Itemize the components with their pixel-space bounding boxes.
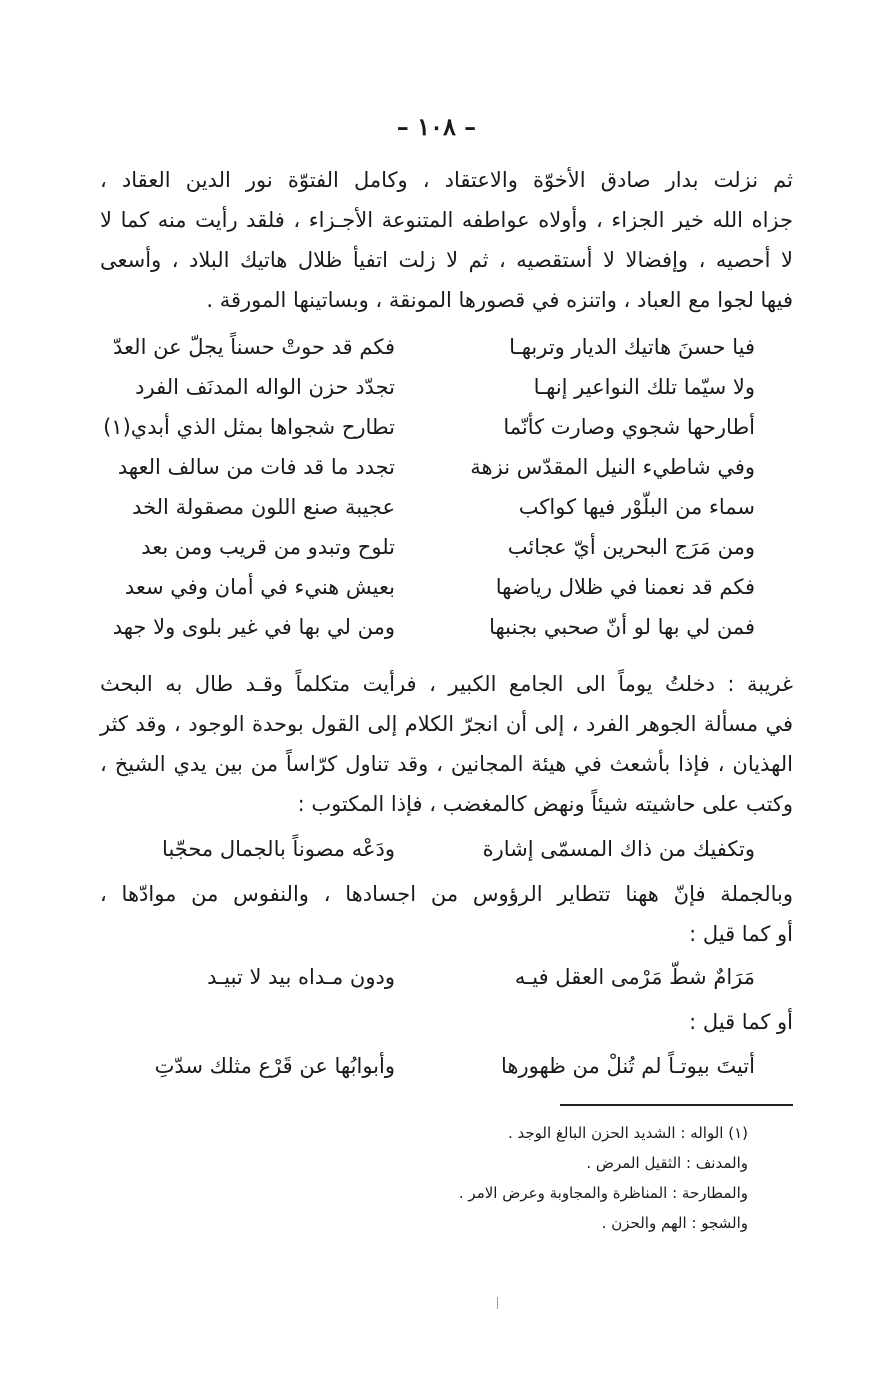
verse-first-hemistich: فيا حسنَ هاتيك الديار وتربهـا xyxy=(509,335,755,359)
verse-quote-1 xyxy=(95,957,755,997)
footnotes xyxy=(300,1118,748,1238)
poem-verse xyxy=(95,829,755,869)
footnote-line: (١) الواله : الشديد الحزن البالغ الوجد . xyxy=(507,1124,748,1142)
verse-second-hemistich: فكم قد حوتْ حسناً يجلّ عن العدّ xyxy=(113,335,395,359)
poem-block xyxy=(95,327,755,647)
story-line: في مسألة الجوهر الفرد ، إلى أن انجرّ الكلام إلى القول بوحدة الوجود ، وقد كثر xyxy=(100,712,793,736)
footnote-separator xyxy=(560,1104,793,1106)
story-line: الهذيان ، فإذا بأشعث في هيئة المجانين ، وقد تناول كرّاساً من بين يدي الشيخ ، xyxy=(100,752,793,776)
after-line: أو كما قيل : xyxy=(689,922,793,946)
poem-verse xyxy=(95,527,755,567)
poem-verse xyxy=(95,567,755,607)
footnote-line: والمطارحة : المناظرة والمجاوبة وعرض الامر . xyxy=(458,1184,748,1202)
verse-first-hemistich: وتكفيك من ذاك المسمّى إشارة xyxy=(482,837,755,861)
verse-second-hemistich: بعيش هنيء في أمان وفي سعد xyxy=(124,575,395,599)
intro-line: جزاه الله خير الجزاء ، وأولاه عواطفه المتنوعة الأجـزاء ، فلقد رأيت منه كما لا xyxy=(100,208,793,232)
verse-first-hemistich: ولا سيّما تلك النواعير إنهـا xyxy=(533,375,755,399)
verse-second-hemistich: تلوح وتبدو من قريب ومن بعد xyxy=(141,535,395,559)
after-paragraph xyxy=(100,874,793,954)
poem-verse xyxy=(95,1046,755,1086)
print-mark xyxy=(497,1297,498,1309)
verse-second-hemistich: تطارح شجواها بمثل الذي أبدي(١) xyxy=(103,415,395,439)
footnote-line: والمدنف : الثقيل المرض . xyxy=(586,1154,748,1172)
verse-second-hemistich: تجدد ما قد فات من سالف العهد xyxy=(117,455,395,479)
poem-verse xyxy=(95,447,755,487)
footnote-line: والشجو : الهم والحزن . xyxy=(601,1214,748,1232)
intro-line: فيها لجوا مع العباد ، واتنزه في قصورها المونقة ، وبساتينها المورقة . xyxy=(206,288,793,312)
poem-verse xyxy=(95,607,755,647)
verse-first-hemistich: ومن مَرَج البحرين أيّ عجائب xyxy=(507,535,755,559)
verse-second-hemistich: ومن لي بها في غير بلوى ولا جهد xyxy=(112,615,395,639)
poem-verse xyxy=(95,487,755,527)
verse-second-hemistich: تجدّد حزن الواله المدنَف الفرد xyxy=(135,375,395,399)
verse-first-hemistich: فمن لي بها لو أنّ صحبي بجنبها xyxy=(489,615,755,639)
verse-second-hemistich: عجيبة صنع اللون مصقولة الخد xyxy=(132,495,395,519)
verse-quote-2 xyxy=(95,1046,755,1086)
story-line: غريبة : دخلتُ يوماً الى الجامع الكبير ، فرأيت متكلماً وقـد طال به البحث xyxy=(100,672,793,696)
poem-verse xyxy=(95,327,755,367)
poem-verse xyxy=(95,407,755,447)
page-number: – ١٠٨ – xyxy=(396,112,477,141)
verse-first-hemistich: مَرَامٌ شطّ مَرْمى العقل فيـه xyxy=(514,965,755,989)
intro-line: ثم نزلت بدار صادق الأخوّة والاعتقاد ، وكامل الفتوّة نور الدين العقاد ، xyxy=(100,168,793,192)
verse-first-hemistich: أتيتَ بيوتـاً لم تُنلْ من ظهورها xyxy=(501,1054,755,1078)
verse-first-hemistich: فكم قد نعمنا في ظلال رياضها xyxy=(495,575,755,599)
poem-verse xyxy=(95,367,755,407)
intro-line: لا أحصيه ، وإفضالا لا أستقصيه ، ثم لا زلت اتفيأ ظلال هاتيك البلاد ، وأسعى xyxy=(100,248,793,272)
verse-first-hemistich: وفي شاطيء النيل المقدّس نزهة xyxy=(470,455,755,479)
verse-note-written xyxy=(95,829,755,869)
story-line: وكتب على حاشيته شيئاً ونهض كالمغضب ، فإذا المكتوب : xyxy=(297,792,793,816)
verse-second-hemistich: ودون مـداه بيد لا تبيـد xyxy=(207,965,395,989)
after-line: وبالجملة فإنّ ههنا تتطاير الرؤوس من اجسادها ، والنفوس من موادّها ، xyxy=(100,882,793,906)
verse-second-hemistich: ودَعْه مصوناً بالجمال محجّبا xyxy=(162,837,395,861)
verse-second-hemistich: وأبوابُها عن قَرْع مثلك سدّتِ xyxy=(154,1054,395,1078)
intro-paragraph xyxy=(100,160,793,320)
verse-first-hemistich: سماء من البلّوْر فيها كواكب xyxy=(518,495,755,519)
verse-first-hemistich: أطارحها شجوي وصارت كأنّما xyxy=(503,415,755,439)
story-paragraph xyxy=(100,664,793,824)
as-said-line: أو كما قيل : xyxy=(689,1010,793,1034)
poem-verse xyxy=(95,957,755,997)
